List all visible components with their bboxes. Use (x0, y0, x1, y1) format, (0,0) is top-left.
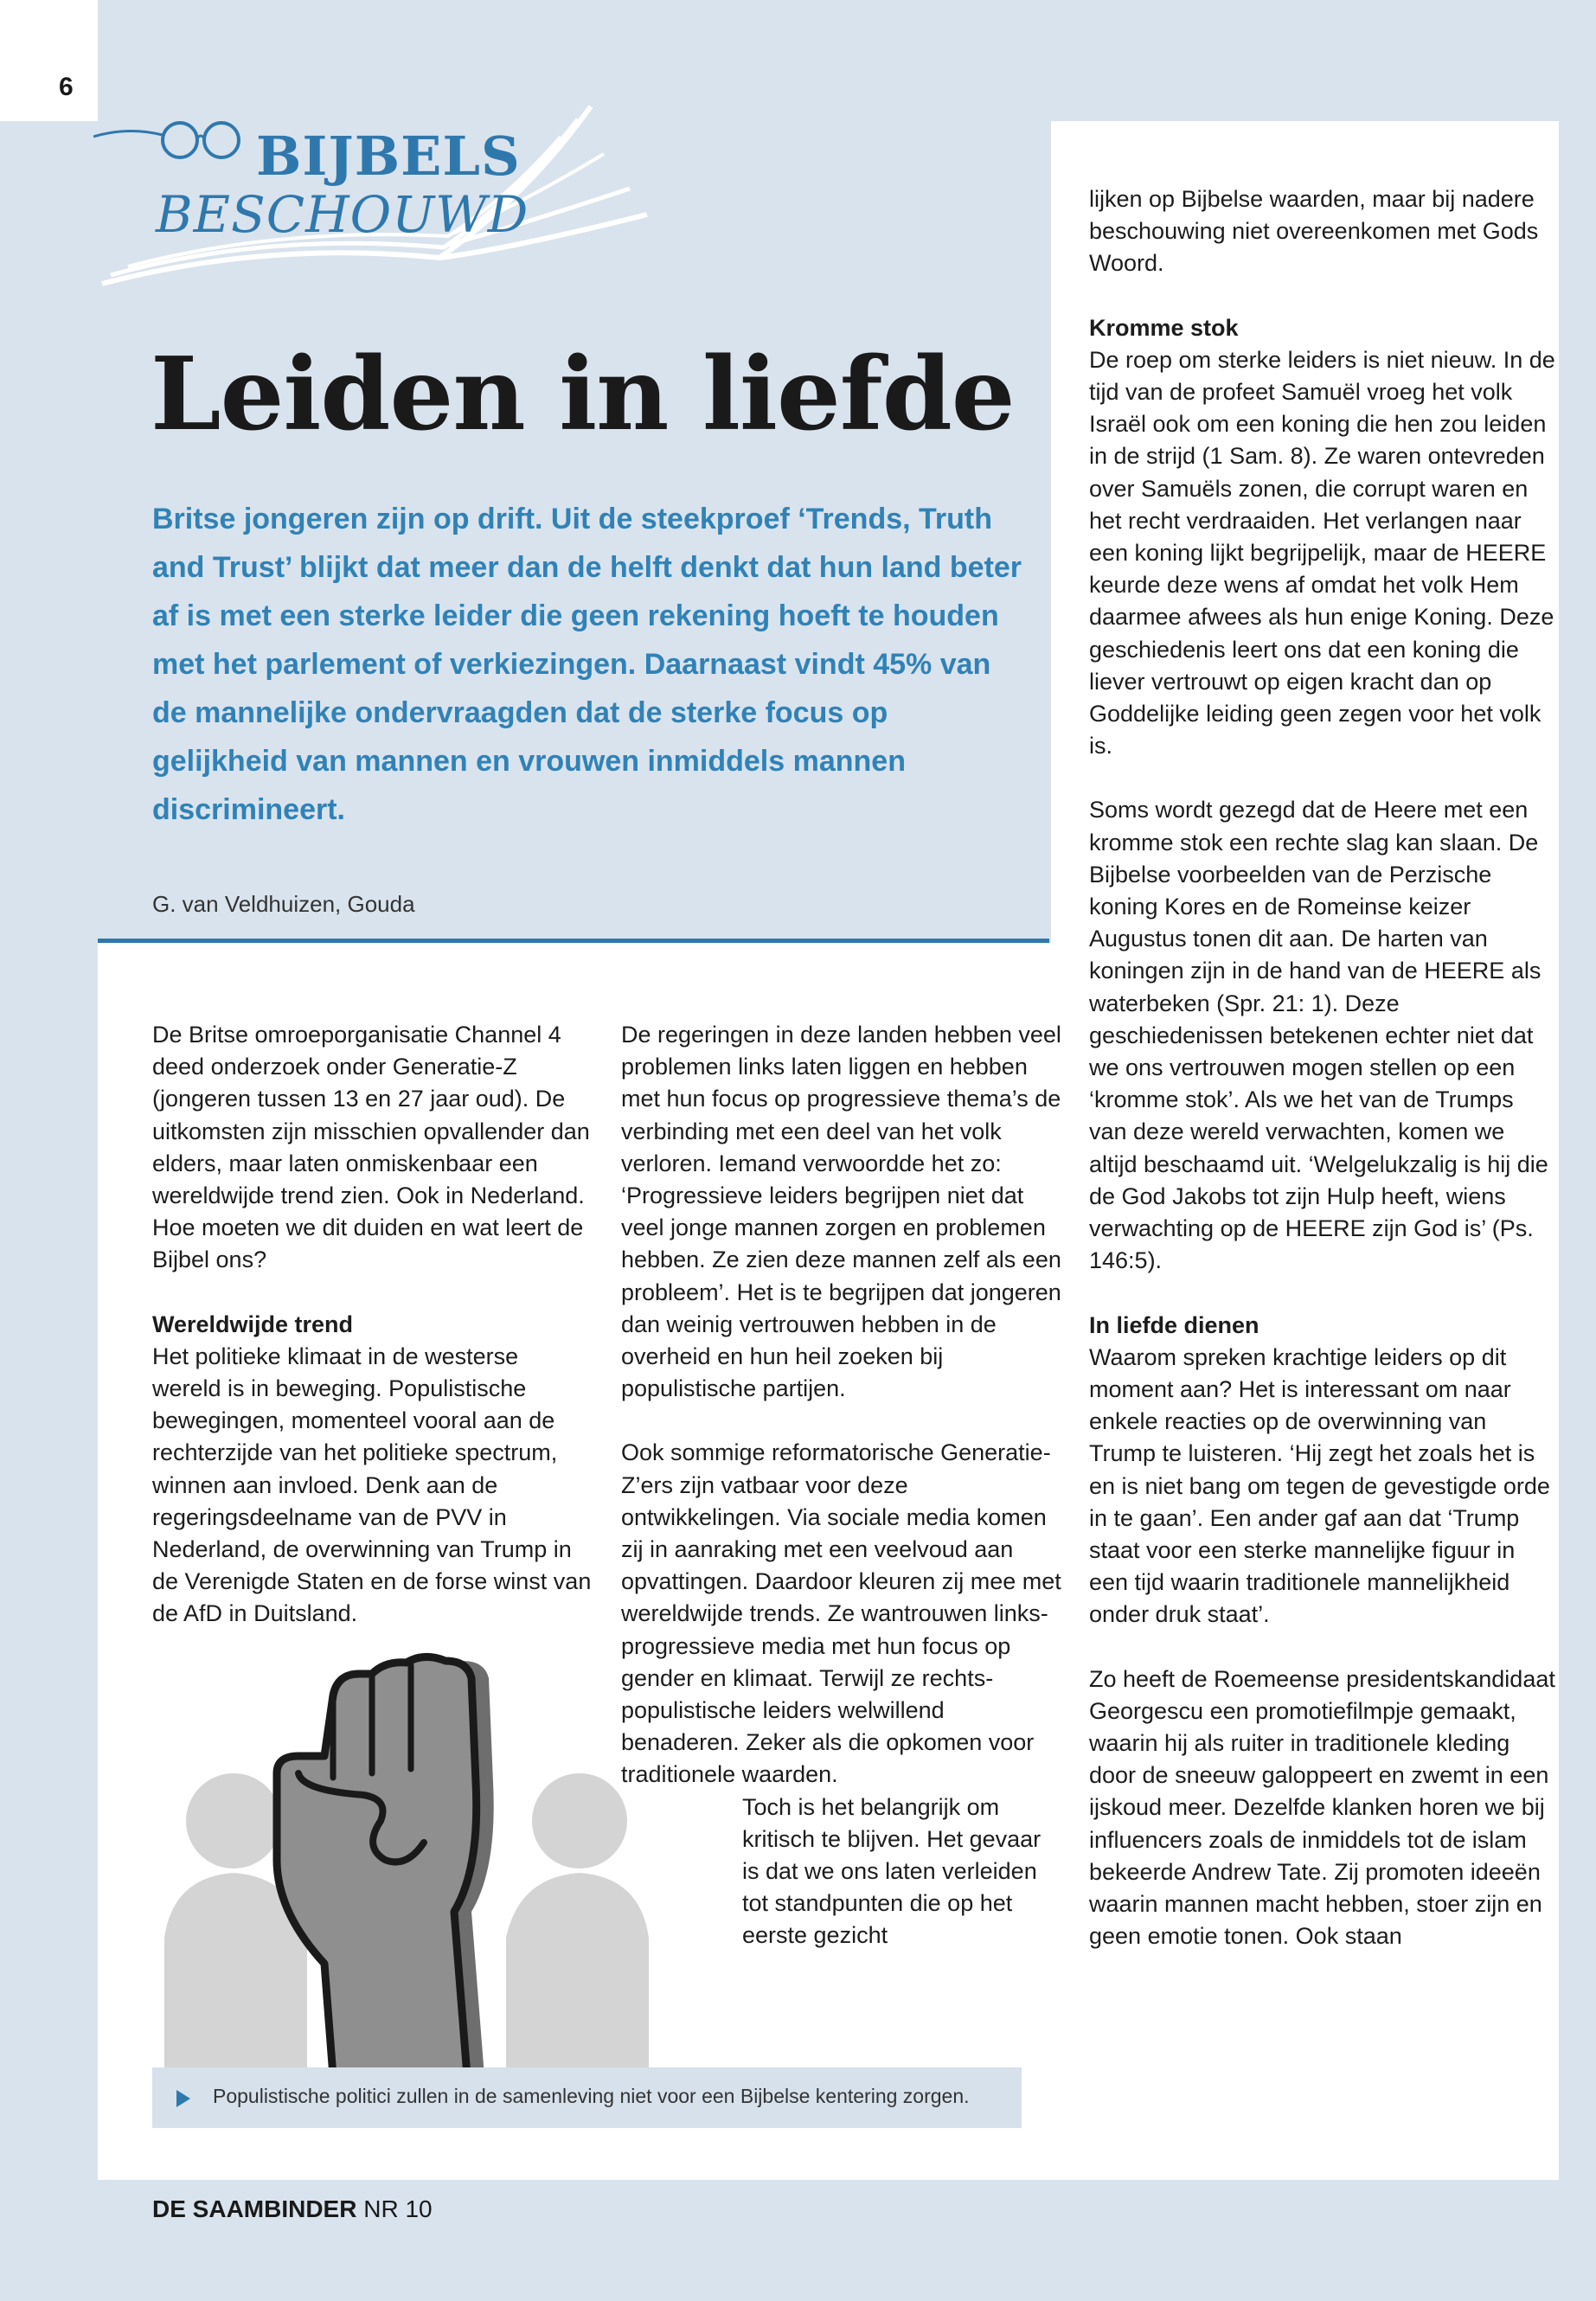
subheading: Kromme stok (1089, 314, 1239, 341)
paragraph: Ook sommige reformatorische Generatie-Z’ers zijn vatbaar voor deze ontwikkelingen. Via sociale media komen zij in aanraking met een veelvoud aan opvattingen. Daardoor kleuren zij mee met wereldwijde trends. Ze wantrouwen links-progressieve media met hun focus op gender en klimaat. Terwijl ze rechts-populistische leiders welwillend benaderen. Zeker als die opkomen voor traditionele waarden. (621, 1439, 1061, 1788)
caption-text: Populistische politici zullen in de samenleving niet voor een Bijbelse kentering zorgen. (213, 2085, 970, 2107)
divider (98, 939, 1049, 943)
page-number: 6 (59, 73, 74, 101)
logo-title-bijbels: BIJBELS (256, 125, 521, 188)
body-column-1 (152, 1019, 593, 1631)
caption-arrow-icon (176, 2090, 190, 2107)
article-byline: G. van Veldhuizen, Gouda (152, 891, 415, 917)
raised-fist-illustration (164, 1626, 649, 2076)
subheading: In liefde dienen (1089, 1311, 1259, 1338)
paragraph: lijken op Bijbelse waarden, maar bij nadere beschouwing niet overeenkomen met Gods Woord. (1089, 186, 1539, 277)
body-column-2 (621, 1019, 1062, 1952)
paragraph: Waarom spreken krachtige leiders op dit moment aan? Het is interessant om naar enkele reacties op de overwinning van Trump te luisteren. ‘Hij zegt het zoals het is en is niet bang om tegen de gevestigde orde in te gaan’. Een ander gaf aan dat ‘Trump staat voor een sterke mannelijke figuur in een tijd waarin traditionele mannelijkheid onder druk staat’. (1089, 1343, 1550, 1628)
page-footer (152, 2195, 433, 2223)
issue-number: NR 10 (363, 2195, 433, 2222)
paragraph: Zo heeft de Roemeense presidentskandidaat Georgescu een promotiefilmpje gemaakt, waarin hij als ruiter in traditionele kleding door de sneeuw galoppeert en zwemt in een ijskoud meer. Dezelfde klanken horen we bij influencers zoals de inmiddels tot de islam bekeerde Andrew Tate. Zij promoten ideeën waarin mannen macht hebben, stoer zijn en geen emotie tonen. Ook staan (1089, 1665, 1555, 1950)
paragraph: Toch is het belangrijk om kritisch te blijven. Het gevaar is dat we ons laten verleiden tot standpunten die op het eerste gezicht (742, 1793, 1042, 1949)
paragraph: De roep om sterke leiders is niet nieuw. In de tijd van de profeet Samuël vroeg het volk Israël ook om een koning die hen zou leiden in de strijd (1 Sam. 8). Ze waren ontevreden over Samuëls zonen, die corrupt waren en het recht verdraaiden. Het verlangen naar een koning lijkt begrijpelijk, maar de HEERE keurde deze wens af omdat het volk Hem daarmee afwees als hun enige Koning. Deze geschiedenis leert ons dat een koning die liever vertrouwt op eigen kracht dan op Goddelijke leiding geen zegen voor het volk is. (1089, 346, 1555, 760)
section-logo (93, 102, 664, 301)
magazine-name: DE SAAMBINDER (152, 2195, 357, 2222)
article-title: Leiden in liefde (151, 336, 1015, 453)
paragraph: Het politieke klimaat in de westerse wereld is in beweging. Populistische bewegingen, momenteel vooral aan de rechterzijde van het politieke spectrum, winnen aan invloed. Denk aan de regeringsdeelname van de PVV in Nederland, de overwinning van Trump in de Verenigde Staten en de forse winst van de AfD in Duitsland. (152, 1343, 592, 1627)
paragraph: Soms wordt gezegd dat de Heere met een kromme stok een rechte slag kan slaan. De Bijbelse voorbeelden van de Perzische koning Kores en de Romeinse keizer Augustus tonen dit aan. De harten van koningen zijn in de hand van de HEERE als waterbeken (Spr. 21: 1). Deze geschiedenissen betekenen echter niet dat we ons vertrouwen mogen stellen op een ‘kromme stok’. Als we het van de Trumps van deze wereld verwachten, komen we altijd beschaamd uit. ‘Welgelukzalig is hij die de God Jakobs tot zijn Hulp heeft, wiens verwachting op de HEERE zijn God is’ (Ps. 146:5). (1089, 797, 1548, 1274)
page-number-box (0, 0, 98, 121)
paragraph: De regeringen in deze landen hebben veel problemen links laten liggen en hebben met hun focus op progressieve thema’s de verbinding met een deel van het volk verloren. Iemand verwoordde het zo: ‘Progressieve leiders begrijpen niet dat veel jonge mannen zorgen en problemen hebben. Ze zien deze mannen zelf als een probleem’. Het is te begrijpen dat jongeren dan weinig vertrouwen hebben in de overheid en hun heil zoeken bij populistische partijen. (621, 1022, 1061, 1402)
article-intro: Britse jongeren zijn op drift. Uit de steekproef ‘Trends, Truth and Trust’ blijkt dat meer dan de helft denkt dat hun land beter af is met een sterke leider die geen rekening hoeft te houden met het parlement of verkiezingen. Daarnaast vindt 45% van de mannelijke ondervraagden dat de sterke focus op gelijkheid van mannen en vrouwen inmiddels mannen discrimineert. (152, 503, 1022, 826)
logo-title-beschouwd: BESCHOUWD (156, 185, 529, 244)
image-caption (152, 2067, 1022, 2128)
paragraph: De Britse omroeporganisatie Channel 4 deed onderzoek onder Generatie-Z (jongeren tussen 13 en 27 jaar oud). De uitkomsten zijn misschien opvallender dan elders, maar laten onmiskenbaar een wereldwijde trend zien. Ook in Nederland. Hoe moeten we dit duiden en wat leert de Bijbel ons? (152, 1022, 590, 1273)
body-column-3 (1089, 183, 1556, 1952)
subheading: Wereldwijde trend (152, 1311, 354, 1337)
